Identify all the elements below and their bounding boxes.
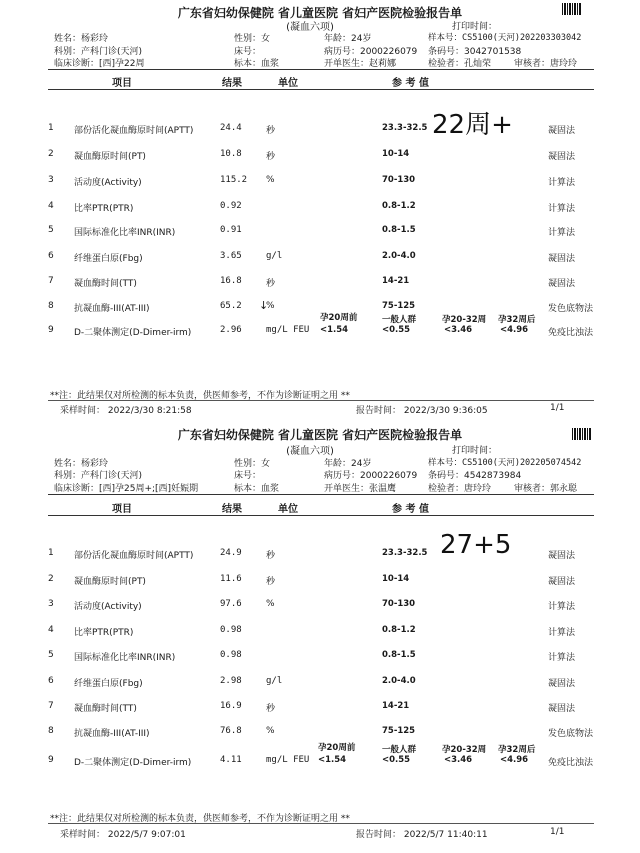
row-method: 凝固法	[548, 279, 576, 289]
barcode-graphic	[572, 428, 592, 440]
disclaimer-note: **注：此结果仅对所检测的标本负责，供医师参考，不作为诊断证明之用 **	[50, 391, 350, 401]
clinical-diagnosis: 临床诊断：[西]孕25周+;[西]妊娠期	[54, 484, 199, 494]
row-unit: mg/L FEU	[266, 325, 310, 335]
row-unit: %	[266, 599, 275, 609]
row-result: 0.98	[220, 625, 242, 635]
ddimer-ref-val-2: <0.55	[382, 325, 411, 335]
row-method: 发色底物法	[548, 729, 594, 739]
patient-name: 姓名：杨彩玲	[54, 459, 109, 469]
ddimer-ref-head-2: 一般人群	[382, 315, 417, 325]
row-no: 1	[48, 123, 54, 133]
row-method: 凝固法	[548, 704, 576, 714]
col-item: 项目	[112, 78, 132, 89]
row-no: 5	[48, 650, 54, 660]
row-no: 1	[48, 548, 54, 558]
patient-age: 年龄：24岁	[324, 34, 372, 44]
patient-age: 年龄：24岁	[324, 459, 372, 469]
row-name: 抗凝血酶-III(AT-III)	[74, 729, 150, 739]
row-result: 2.96	[220, 325, 242, 335]
patient-sex: 性别：女	[234, 34, 271, 44]
patient-sex: 性别：女	[234, 459, 271, 469]
barcode-number: 条码号：4542873984	[428, 471, 522, 481]
col-ref: 参 考 值	[392, 78, 429, 89]
row-name: 凝血酶时间(TT)	[74, 279, 137, 289]
row-no: 2	[48, 574, 54, 584]
row-ref: 10-14	[382, 574, 410, 584]
row-no: 3	[48, 175, 54, 185]
row-ref: 23.3-32.5	[382, 548, 428, 558]
col-unit: 单位	[278, 504, 298, 515]
divider	[48, 494, 594, 495]
row-name: 抗凝血酶-III(AT-III)	[74, 304, 150, 314]
row-result: 65.2	[220, 301, 242, 311]
report-title: 广东省妇幼保健院 省儿童医院 省妇产医院检验报告单	[177, 428, 463, 442]
row-name: D-二聚体测定(D-Dimer-irm)	[74, 328, 192, 338]
ordering-doctor: 开单医生：赵莉娜	[324, 59, 397, 69]
sample-number: 样本号：CS5100(天河)202203303042	[428, 33, 582, 43]
disclaimer-note: **注：此结果仅对所检测的标本负责，供医师参考，不作为诊断证明之用 **	[50, 814, 350, 824]
lab-report-2	[0, 426, 640, 852]
row-result: 115.2	[220, 175, 248, 185]
bed-number: 床号：	[234, 471, 262, 481]
barcode-graphic	[562, 3, 582, 15]
record-number: 病历号：2000226079	[324, 471, 418, 481]
row-ref: 75-125	[382, 301, 416, 311]
row-name: 部份活化凝血酶原时间(APTT)	[74, 126, 194, 136]
col-result: 结果	[222, 504, 242, 515]
divider	[48, 400, 594, 401]
row-method: 凝固法	[548, 152, 576, 162]
ddimer-ref-val-4: <4.96	[500, 325, 529, 335]
row-method: 计算法	[548, 228, 576, 238]
row-name: 比率PTR(PTR)	[74, 204, 134, 214]
row-method: 凝固法	[548, 254, 576, 264]
row-result: 0.92	[220, 201, 242, 211]
ddimer-ref-head-3: 孕20-32周	[442, 745, 487, 755]
row-unit: g/l	[266, 676, 283, 686]
row-name: 纤维蛋白原(Fbg)	[74, 254, 143, 264]
row-ref: 0.8-1.2	[382, 625, 416, 635]
row-name: 凝血酶原时间(PT)	[74, 152, 146, 162]
row-name: 凝血酶原时间(PT)	[74, 577, 146, 587]
row-unit: %	[266, 301, 275, 311]
specimen: 标本：血浆	[234, 59, 280, 69]
row-name: 国际标准化比率INR(INR)	[74, 228, 176, 238]
col-unit: 单位	[278, 78, 298, 89]
ddimer-ref-head-2: 一般人群	[382, 745, 417, 755]
divider	[48, 823, 594, 824]
ddimer-ref-head-3: 孕20-32周	[442, 315, 487, 325]
row-no: 3	[48, 599, 54, 609]
row-unit: 秒	[266, 704, 276, 714]
row-method: 凝固法	[548, 679, 576, 689]
row-unit: %	[266, 726, 275, 736]
row-ref: 75-125	[382, 726, 416, 736]
row-unit: g/l	[266, 251, 283, 261]
row-method: 计算法	[548, 653, 576, 663]
ordering-doctor: 开单医生：张温鹰	[324, 484, 397, 494]
row-unit: 秒	[266, 279, 276, 289]
ddimer-ref-val-4: <4.96	[500, 755, 529, 765]
ddimer-ref-head-4: 孕32周后	[498, 745, 536, 755]
row-unit: 秒	[266, 577, 276, 587]
row-name: 国际标准化比率INR(INR)	[74, 653, 176, 663]
row-no: 8	[48, 301, 54, 311]
row-method: 计算法	[548, 602, 576, 612]
row-result: 97.6	[220, 599, 242, 609]
row-no: 6	[48, 676, 54, 686]
bed-number: 床号：	[234, 47, 262, 57]
sample-time: 采样时间： 2022/3/30 8:21:58	[60, 406, 192, 416]
row-result: 24.9	[220, 548, 242, 558]
page-number: 1/1	[550, 403, 565, 413]
row-ref: 0.8-1.5	[382, 650, 416, 660]
row-no: 4	[48, 201, 54, 211]
row-result: 24.4	[220, 123, 242, 133]
report-subtitle: (凝血六项)	[286, 22, 334, 33]
row-result: 16.9	[220, 701, 242, 711]
row-result: 11.6	[220, 574, 242, 584]
row-method: 计算法	[548, 178, 576, 188]
row-unit: 秒	[266, 551, 276, 561]
ddimer-ref-head-1: 孕20周前	[320, 313, 358, 323]
row-result: 3.65	[220, 251, 242, 261]
sample-number: 样本号：CS5100(天河)202205074542	[428, 458, 582, 468]
ddimer-ref-val-2: <0.55	[382, 755, 411, 765]
row-method: 发色底物法	[548, 304, 594, 314]
row-name: D-二聚体测定(D-Dimer-irm)	[74, 758, 192, 768]
department: 科别：产科门诊(天河)	[54, 47, 143, 57]
ddimer-ref-head-1: 孕20周前	[318, 743, 356, 753]
ddimer-ref-val-1: <1.54	[320, 325, 349, 335]
row-name: 部份活化凝血酶原时间(APTT)	[74, 551, 194, 561]
row-method: 计算法	[548, 628, 576, 638]
row-name: 活动度(Activity)	[74, 178, 142, 188]
row-result: 0.98	[220, 650, 242, 660]
row-no: 4	[48, 625, 54, 635]
col-result: 结果	[222, 78, 242, 89]
specimen: 标本：血浆	[234, 484, 280, 494]
row-unit: mg/L FEU	[266, 755, 310, 765]
row-ref: 2.0-4.0	[382, 251, 416, 261]
handwritten-annotation: 22周+	[432, 110, 513, 140]
row-no: 8	[48, 726, 54, 736]
reviewer: 审核者：郭永聪	[514, 484, 578, 494]
row-name: 凝血酶时间(TT)	[74, 704, 137, 714]
row-ref: 10-14	[382, 149, 410, 159]
col-item: 项目	[112, 504, 132, 515]
row-no: 9	[48, 325, 54, 335]
row-unit: 秒	[266, 126, 276, 136]
row-result: 10.8	[220, 149, 242, 159]
handwritten-annotation: 27+5	[440, 530, 512, 560]
row-no: 7	[48, 701, 54, 711]
divider	[48, 89, 594, 90]
row-no: 7	[48, 276, 54, 286]
row-no: 9	[48, 755, 54, 765]
row-name: 纤维蛋白原(Fbg)	[74, 679, 143, 689]
row-ref: 0.8-1.2	[382, 201, 416, 211]
row-result: 16.8	[220, 276, 242, 286]
row-ref: 23.3-32.5	[382, 123, 428, 133]
row-ref: 0.8-1.5	[382, 225, 416, 235]
row-method: 计算法	[548, 204, 576, 214]
row-result: 4.11	[220, 755, 242, 765]
department: 科别：产科门诊(天河)	[54, 471, 143, 481]
col-ref: 参 考 值	[392, 504, 429, 515]
row-method: 凝固法	[548, 577, 576, 587]
row-no: 5	[48, 225, 54, 235]
patient-name: 姓名：杨彩玲	[54, 34, 109, 44]
clinical-diagnosis: 临床诊断：[西]孕22周	[54, 59, 145, 69]
lab-report-1	[0, 0, 640, 426]
row-no: 2	[48, 149, 54, 159]
divider	[48, 515, 594, 516]
row-name: 活动度(Activity)	[74, 602, 142, 612]
row-ref: 2.0-4.0	[382, 676, 416, 686]
ddimer-ref-val-3: <3.46	[444, 755, 473, 765]
row-result: 76.8	[220, 726, 242, 736]
row-ref: 70-130	[382, 599, 416, 609]
reviewer: 审核者：唐玲玲	[514, 59, 578, 69]
ddimer-ref-val-3: <3.46	[444, 325, 473, 335]
row-unit: %	[266, 175, 275, 185]
barcode-number: 条码号：3042701538	[428, 47, 522, 57]
row-method: 凝固法	[548, 551, 576, 561]
row-name: 比率PTR(PTR)	[74, 628, 134, 638]
row-no: 6	[48, 251, 54, 261]
row-ref: 70-130	[382, 175, 416, 185]
print-time-label: 打印时间：	[452, 446, 498, 456]
tester: 检验者：孔灿荣	[428, 59, 492, 69]
row-method: 凝固法	[548, 126, 576, 136]
report-time: 报告时间： 2022/5/7 11:40:11	[356, 830, 488, 840]
record-number: 病历号：2000226079	[324, 47, 418, 57]
divider	[48, 69, 594, 70]
row-method: 免疫比浊法	[548, 328, 594, 338]
row-result: 2.98	[220, 676, 242, 686]
low-flag-arrow: ↓	[259, 299, 269, 312]
row-result: 0.91	[220, 225, 242, 235]
print-time-label: 打印时间：	[452, 22, 498, 32]
row-method: 免疫比浊法	[548, 758, 594, 768]
report-subtitle: (凝血六项)	[286, 446, 334, 457]
ddimer-ref-head-4: 孕32周后	[498, 315, 536, 325]
row-ref: 14-21	[382, 701, 410, 711]
sample-time: 采样时间： 2022/5/7 9:07:01	[60, 830, 186, 840]
page-number: 1/1	[550, 827, 565, 837]
ddimer-ref-val-1: <1.54	[318, 755, 347, 765]
row-unit: 秒	[266, 152, 276, 162]
report-time: 报告时间： 2022/3/30 9:36:05	[356, 406, 488, 416]
report-title: 广东省妇幼保健院 省儿童医院 省妇产医院检验报告单	[177, 6, 463, 20]
row-ref: 14-21	[382, 276, 410, 286]
tester: 检验者：唐玲玲	[428, 484, 492, 494]
